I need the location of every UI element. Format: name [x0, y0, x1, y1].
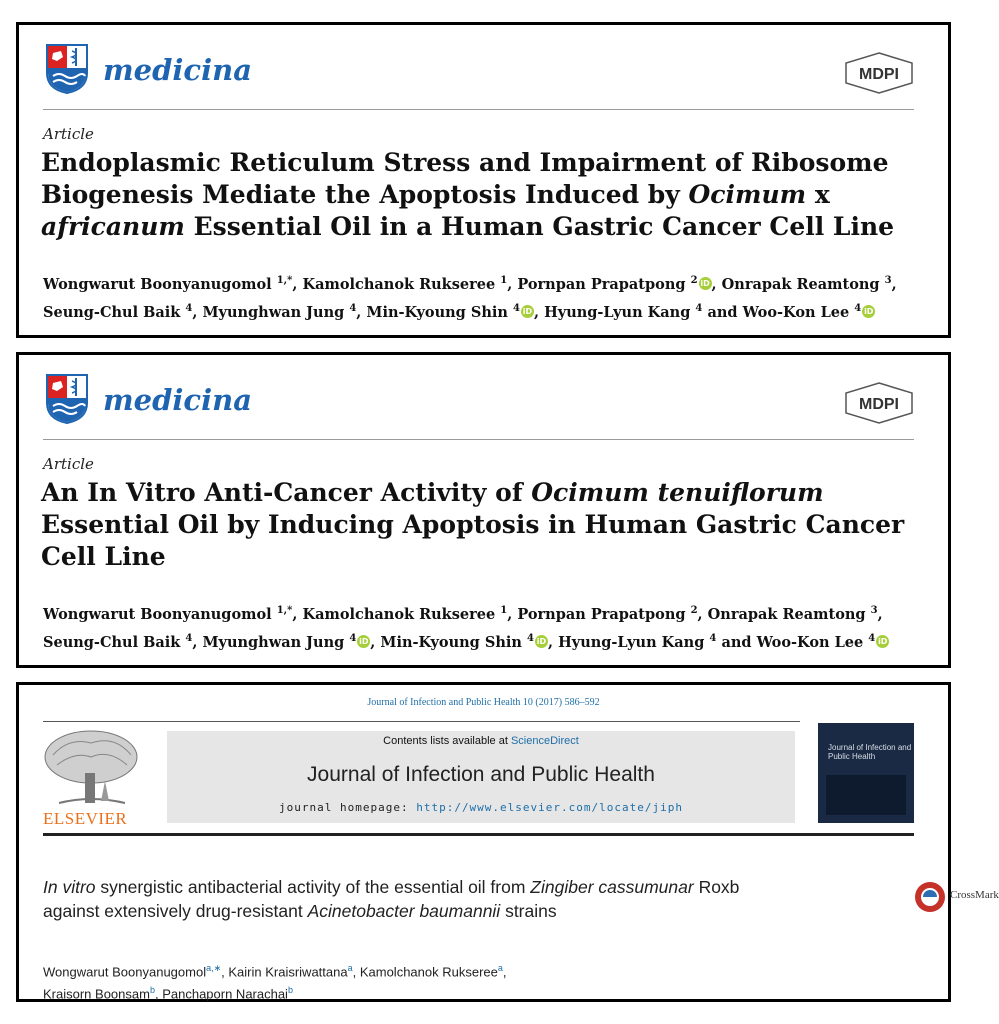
affiliation-marker: 2 — [690, 605, 698, 616]
author-name[interactable]: Kamolchanok Rukseree — [302, 275, 496, 293]
journal-header — [43, 39, 914, 110]
orcid-icon[interactable]: iD — [878, 636, 888, 646]
affiliation-marker: 4 — [526, 632, 534, 644]
journal-cover-image — [818, 723, 914, 823]
journal-name: medicina — [103, 383, 252, 417]
orcid-icon[interactable]: iD — [864, 306, 874, 316]
article-type: Article — [43, 455, 94, 473]
cover-graphic — [826, 775, 906, 815]
author-list: Wongwarut Boonyanugomol $^{1,*}$, Kamolchanok Rukseree $^1$, Pornpan Prapatpong $^2$ iD , Onrapak Reamtong $^3$, Seung-Chul Baik $^4$, Myunghwan Jung $^4$, Min-Kyoung Shin $^4$ iD , Hyung-Lyun Kang $^4$ and Woo-Kon Lee $^4$ iD — [43, 275, 897, 321]
author-name[interactable]: Seung-Chul Baik — [43, 303, 181, 321]
affiliation-marker: 4 — [868, 632, 876, 644]
affiliation-marker[interactable]: a — [347, 963, 353, 973]
author-name[interactable]: Myunghwan Jung — [202, 303, 345, 321]
medicina-crest-logo — [45, 373, 89, 425]
author-name[interactable]: Kamolchanok Rukseree — [302, 605, 496, 623]
author-name[interactable]: Panchaporn Narachai — [162, 986, 288, 1002]
divider — [43, 721, 800, 722]
author-name[interactable]: Wongwarut Boonyanugomol — [43, 605, 272, 623]
affiliation-marker[interactable]: b — [287, 985, 293, 996]
affiliation-marker: 4 — [185, 632, 193, 644]
author-name[interactable]: Myunghwan Jung — [202, 633, 345, 651]
affiliation-marker: 1 — [500, 275, 508, 286]
affiliation-marker: 4 — [709, 632, 717, 644]
affiliation-marker: 4 — [185, 302, 193, 314]
journal-homepage: journal homepage: http://www.elsevier.com/locate/jiph — [278, 801, 683, 814]
affiliation-marker[interactable]: a,∗ — [206, 963, 222, 973]
mdpi-logo-text: MDPI — [859, 396, 899, 413]
affiliation-marker: 1,* — [276, 605, 293, 616]
affiliation-marker: 3 — [870, 605, 878, 616]
affiliation-marker: 3 — [884, 275, 892, 286]
divider — [43, 833, 914, 836]
article-header-medicina-2 — [16, 352, 951, 668]
affiliation-marker: 4 — [349, 632, 357, 644]
elsevier-tree-logo — [39, 729, 143, 809]
affiliation-marker: 4 — [695, 302, 703, 314]
affiliation-marker: 4 — [854, 302, 862, 314]
author-name[interactable]: Woo-Kon Lee — [742, 303, 850, 321]
affiliation-marker: 4 — [349, 302, 357, 314]
author-name[interactable]: Hyung-Lyun Kang — [558, 633, 705, 651]
author-name[interactable]: Wongwarut Boonyanugomol — [43, 275, 272, 293]
author-name[interactable]: Onrapak Reamtong — [721, 275, 880, 293]
author-list: Wongwarut Boonyanugomol $^{1,*}$, Kamolchanok Rukseree $^1$, Pornpan Prapatpong $^2$, Onrapak Reamtong $^3$, Seung-Chul Baik $^4$, Myunghwan Jung $^4$ iD , Min-Kyoung Shin $^4$ iD , Hyung-Lyun Kang $^4$ and Woo-Kon Lee $^4$ iD — [43, 605, 888, 651]
journal-banner — [167, 731, 795, 823]
mdpi-logo-text: MDPI — [859, 66, 899, 83]
article-header-medicina-1 — [16, 22, 951, 338]
crossmark-label: CrossMark — [950, 889, 999, 901]
orcid-icon[interactable]: iD — [700, 278, 710, 288]
article-type: Article — [43, 125, 94, 143]
orcid-icon[interactable]: iD — [536, 636, 547, 646]
journal-name: medicina — [103, 53, 252, 87]
affiliation-marker[interactable]: a — [497, 963, 503, 973]
contents-line: Contents lists available at ScienceDirect — [383, 735, 579, 747]
author-name[interactable]: Wongwarut Boonyanugomol — [43, 964, 207, 980]
affiliation-marker: 1,* — [276, 275, 293, 286]
mdpi-logo — [844, 51, 914, 95]
affiliation-marker: 1 — [500, 605, 508, 616]
author-name[interactable]: Min-Kyoung Shin — [380, 633, 522, 651]
author-name[interactable]: Pornpan Prapatpong — [517, 605, 686, 623]
author-name[interactable]: Seung-Chul Baik — [43, 633, 181, 651]
cover-title: Journal of Infection and Public Health — [828, 743, 912, 761]
journal-header — [43, 369, 914, 440]
author-name[interactable]: Woo-Kon Lee — [756, 633, 864, 651]
author-name[interactable]: Kraisorn Boonsam — [43, 986, 150, 1002]
author-name[interactable]: Min-Kyoung Shin — [366, 303, 508, 321]
orcid-icon[interactable]: iD — [359, 636, 369, 646]
author-name[interactable]: Onrapak Reamtong — [707, 605, 866, 623]
journal-citation[interactable]: Journal of Infection and Public Health 10 (2017) 586–592 — [367, 697, 600, 708]
article-title: In vitro synergistic antibacterial activity of the essential oil from Zingiber cassumunar Roxb against extensively drug-resistant Acinetobacter baumannii strains — [43, 877, 740, 921]
homepage-link[interactable]: http://www.elsevier.com/locate/jiph — [416, 801, 683, 814]
medicina-crest-logo — [45, 43, 89, 95]
article-title: An In Vitro Anti-Cancer Activity of Ocimum tenuiflorum Essential Oil by Inducing Apoptosis in Human Gastric Cancer Cell Line — [41, 478, 905, 571]
mdpi-logo — [844, 381, 914, 425]
journal-title: Journal of Infection and Public Health — [307, 763, 655, 786]
author-name[interactable]: Hyung-Lyun Kang — [544, 303, 691, 321]
author-name[interactable]: Kamolchanok Rukseree — [359, 964, 498, 980]
orcid-icon[interactable]: iD — [522, 306, 533, 316]
author-name[interactable]: Pornpan Prapatpong — [517, 275, 686, 293]
author-name[interactable]: Kairin Kraisriwattana — [228, 964, 348, 980]
affiliation-marker[interactable]: b — [149, 985, 155, 996]
crossmark-icon — [914, 881, 946, 913]
affiliation-marker: 4 — [512, 302, 520, 314]
article-title: Endoplasmic Reticulum Stress and Impairment of Ribosome Biogenesis Mediate the Apoptosis Induced by Ocimum x africanum Essential Oil in a Human Gastric Cancer Cell Line — [41, 148, 895, 241]
author-list: Wongwarut Boonyanugomol$^{a,∗}$, Kairin Kraisriwattana$^a$, Kamolchanok Rukseree$^a$, Kraisorn Boonsam$^b$, Panchaporn Narachai$^b$ — [43, 963, 507, 1002]
article-header-elsevier — [16, 682, 999, 1002]
sciencedirect-link[interactable]: ScienceDirect — [510, 735, 579, 747]
affiliation-marker: 2 — [690, 275, 698, 286]
elsevier-wordmark: ELSEVIER — [43, 809, 128, 828]
